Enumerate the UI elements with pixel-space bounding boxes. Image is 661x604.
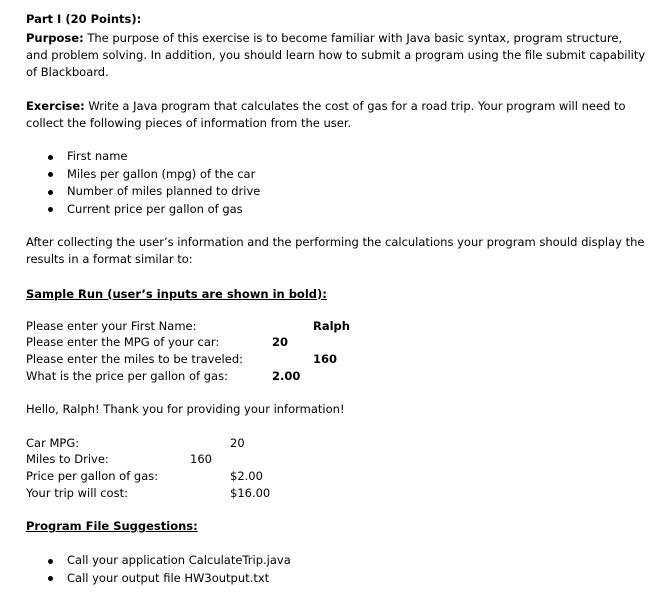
result-label: Miles to Drive: — [26, 452, 109, 466]
exercise-text: Write a Java program that calculates the cost of gas for a road trip. Your program will need to collect the following pieces of information from the user. — [26, 99, 626, 130]
prompt-label: What is the price per gallon of gas: — [26, 369, 228, 383]
prompt-label: Please enter the MPG of your car: — [26, 335, 220, 349]
info-list — [48, 148, 260, 218]
purpose-text: The purpose of this exercise is to become familiar with Java basic syntax, program structure, and problem solving. In addition, you should learn how to submit a program using the file submit capability of Blackboard. — [26, 31, 646, 79]
suggestions-list — [48, 552, 291, 587]
prompt-value: 2.00 — [272, 369, 301, 383]
list-item: Call your output file HW3output.txt — [48, 570, 291, 588]
result-label: Car MPG: — [26, 436, 80, 450]
prompt-value: Ralph — [313, 319, 350, 333]
result-value: $2.00 — [230, 469, 263, 483]
sample-run-heading: Sample Run (user’s inputs are shown in bold): — [26, 287, 327, 301]
part-title: Part I (20 Points): — [26, 12, 142, 26]
purpose-label: Purpose: — [26, 31, 84, 45]
result-label: Your trip will cost: — [26, 486, 128, 500]
purpose-paragraph — [26, 30, 646, 81]
exercise-paragraph — [26, 98, 646, 132]
list-item: Number of miles planned to drive — [48, 183, 260, 201]
result-label: Price per gallon of gas: — [26, 469, 159, 483]
exercise-label: Exercise: — [26, 99, 85, 113]
prompt-label: Please enter your First Name: — [26, 319, 197, 333]
prompt-value: 20 — [272, 335, 289, 349]
prompt-label: Please enter the miles to be traveled: — [26, 352, 243, 366]
list-item: Call your application CalculateTrip.java — [48, 552, 291, 570]
greeting-line: Hello, Ralph! Thank you for providing your information! — [26, 402, 345, 416]
list-item: First name — [48, 148, 260, 166]
after-paragraph: After collecting the user’s information and the performing the calculations your program should display the results in a format similar to: — [26, 235, 645, 266]
result-value: 20 — [230, 436, 245, 450]
list-item: Miles per gallon (mpg) of the car — [48, 166, 260, 184]
suggestions-heading: Program File Suggestions: — [26, 519, 198, 533]
result-value: $16.00 — [230, 486, 271, 500]
result-value: 160 — [190, 452, 212, 466]
prompt-value: 160 — [313, 352, 338, 366]
list-item: Current price per gallon of gas — [48, 201, 260, 219]
